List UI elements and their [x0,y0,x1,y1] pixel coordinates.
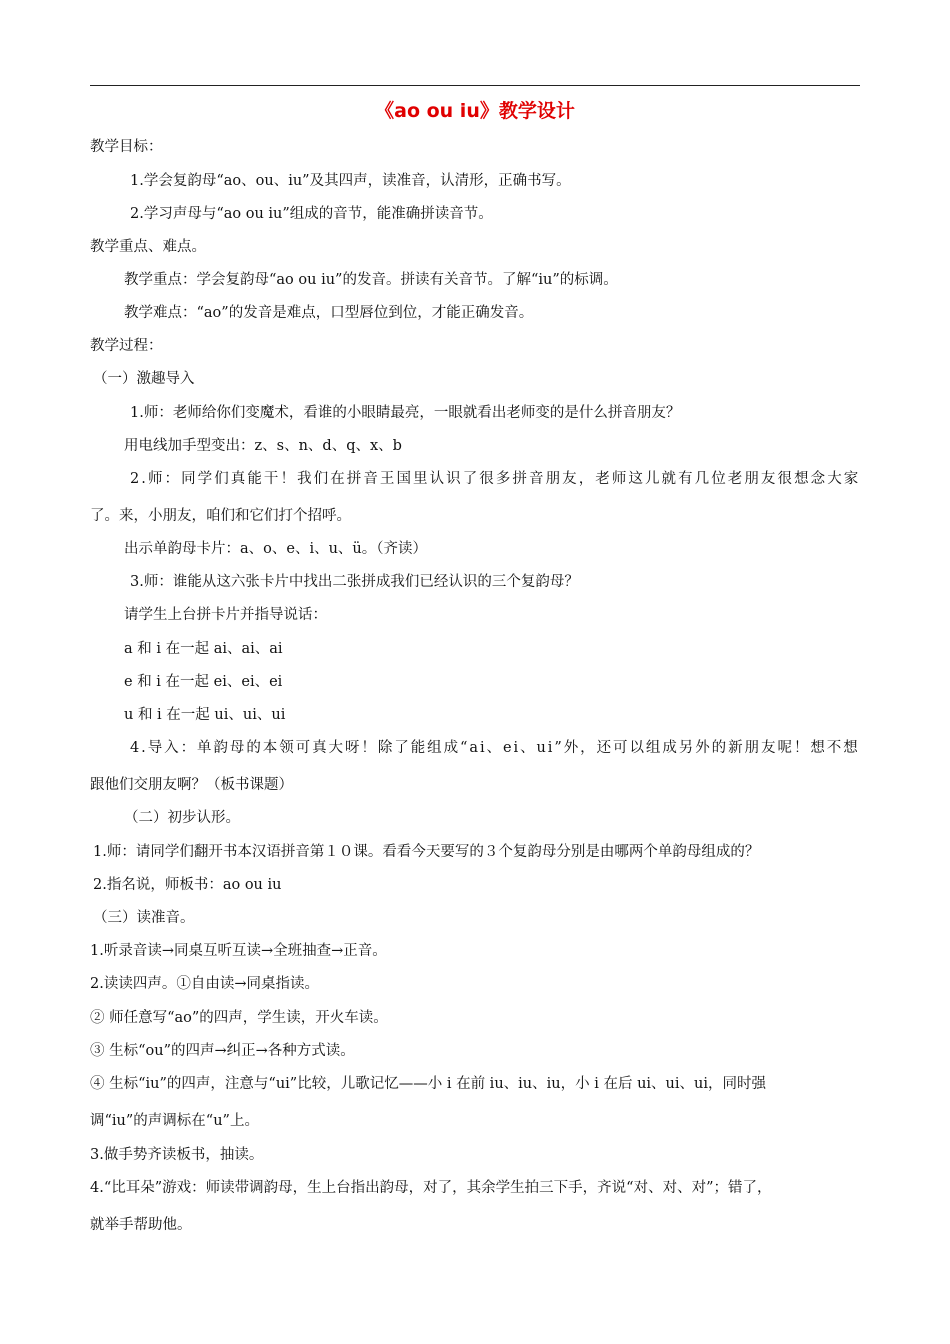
text-line: 2.指名说，师板书：ao ou iu [93,877,282,893]
text-line: e 和 i 在一起 ei、ei、ei [124,674,283,690]
text-line: 2.学习声母与“ao ou iu”组成的音节，能准确拼读音节。 [130,206,493,222]
text-line: ④ 生标“iu”的四声，注意与“ui”比较，儿歌记忆——小 i 在前 iu、iu、iu，小 i 在后 ui、ui、ui，同时强 [90,1076,766,1092]
text-line: 教学过程： [90,338,163,354]
text-line: 4.“比耳朵”游戏：师读带调韵母，生上台指出韵母，对了，其余学生拍三下手，齐说“对、对、对”；错了， [90,1180,772,1196]
text-line: （一）激趣导入 [93,371,195,387]
text-line: 出示单韵母卡片：a、o、e、i、u、ü。（齐读） [124,541,428,557]
text-line: 教学目标： [90,139,163,155]
text-line: （二）初步认形。 [124,810,240,826]
text-line: ② 师任意写“ao”的四声，学生读，开火车读。 [90,1010,388,1026]
text-line: 3.做手势齐读板书，抽读。 [90,1147,264,1163]
text-line: 教学重点、难点。 [90,239,206,255]
text-line: 1.师：老师给你们变魔术，看谁的小眼睛最亮，一眼就看出老师变的是什么拼音朋友？ [130,405,681,421]
text-line: 用电线加手型变出：z、s、n、d、q、x、b [124,438,402,454]
text-line: 跟他们交朋友啊？（板书课题） [90,777,293,793]
text-line: a 和 i 在一起 ai、ai、ai [124,641,283,657]
text-line: 3.师：谁能从这六张卡片中找出二张拼成我们已经认识的三个复韵母？ [130,574,579,590]
text-line: 1.学会复韵母“ao、ou、iu”及其四声，读准音，认清形，正确书写。 [130,173,571,189]
text-line: 1.师：请同学们翻开书本汉语拼音第１０课。看看今天要写的３个复韵母分别是由哪两个单韵母组成的？ [93,844,760,860]
text-line: 1.听录音读→同桌互听互读→全班抽查→正音。 [90,943,387,959]
text-line: 就举手帮助他。 [90,1217,192,1233]
text-line: 4.导入：单韵母的本领可真大呀！除了能组成“ai、ei、ui”外，还可以组成另外的新朋友呢！想不想 [130,740,860,756]
text-line: 教学难点：“ao”的发音是难点，口型唇位到位，才能正确发音。 [124,305,534,321]
text-line: 教学重点：学会复韵母“ao ou iu”的发音。拼读有关音节。了解“iu”的标调。 [124,272,618,288]
text-line: ③ 生标“ou”的四声→纠正→各种方式读。 [90,1043,355,1059]
text-line: 2.师：同学们真能干！我们在拼音王国里认识了很多拼音朋友，老师这儿就有几位老朋友很想念大家 [130,471,861,487]
text-line: 请学生上台拼卡片并指导说话： [124,607,327,623]
document-title: 《ao ou iu》教学设计 [375,100,575,122]
text-line: （三）读准音。 [93,910,195,926]
header-rule [90,85,860,86]
text-line: 调“iu”的声调标在“u”上。 [90,1113,259,1129]
text-line: 了。来，小朋友，咱们和它们打个招呼。 [90,508,351,524]
text-line: 2.读读四声。①自由读→同桌指读。 [90,976,319,992]
text-line: u 和 i 在一起 ui、ui、ui [124,707,286,723]
